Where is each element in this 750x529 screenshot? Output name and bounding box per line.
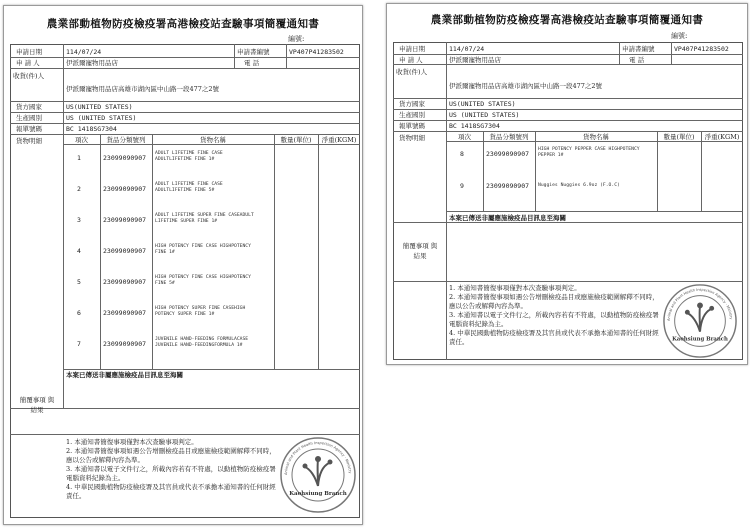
seal-ring-text: Animal and Plant Health Inspection Agency · Ministry bbox=[283, 440, 352, 476]
note-1: 1. 本通知書簡復事項僅對本次查驗事項判定。 bbox=[449, 284, 581, 292]
note-4: 4. 中華民國動植物防疫檢疫署及其官員或代表不承擔本通知書的任何財經責任。 bbox=[449, 329, 659, 346]
item-hs-code: 23099090907 bbox=[103, 278, 147, 286]
origin-country-value: US (UNITED STATES) bbox=[449, 111, 520, 119]
declaration-no-value: BC 1418SG7304 bbox=[449, 122, 500, 130]
col-goods-name: 貨物名稱 bbox=[583, 133, 609, 141]
seal-ring-text: Animal and Plant Health Inspection Agency · Ministry bbox=[666, 287, 734, 322]
notice-title: 農業部動植物防疫檢疫署高港檢疫站查驗事項簡覆通知書 bbox=[46, 18, 320, 30]
remarks-label: 簡覆事項 與結果 bbox=[19, 396, 55, 414]
consignee-label: 收貨(件)人 bbox=[13, 72, 45, 80]
item-name-line2: LIFETIME SUPER FINE 1# bbox=[155, 219, 218, 224]
item-name-line1: ADULT LIFETIME SUPER FINE CASEADULT bbox=[155, 213, 254, 218]
application-no-label: 申請書編號 bbox=[237, 48, 270, 56]
apply-date-value: 114/07/24 bbox=[449, 45, 485, 53]
item-no: 7 bbox=[77, 340, 81, 348]
item-no: 9 bbox=[460, 182, 464, 190]
item-no: 4 bbox=[77, 247, 81, 255]
application-no-value: VP407P41283502 bbox=[289, 48, 344, 56]
seal-caption: Kaohsiung Branch bbox=[672, 336, 728, 343]
export-country-value: US(UNITED STATES) bbox=[66, 103, 133, 111]
apply-date-value: 114/07/24 bbox=[66, 48, 102, 56]
note-2: 2. 本通知書簡復事項如遇公告增刪檢疫品目或應施檢疫範圍解釋不同時，應以公告或解釋內容為準。 bbox=[66, 447, 276, 464]
note-3: 3. 本通知書以電子文件行之，所載內容若有不符處，以動植物防疫檢疫署電腦資料紀錄為主。 bbox=[66, 465, 276, 482]
col-quantity: 數量(單位) bbox=[280, 136, 312, 144]
item-no: 8 bbox=[460, 150, 464, 158]
notice-page-1 bbox=[3, 5, 363, 525]
application-no-label: 申請書編號 bbox=[622, 45, 655, 53]
phone-label: 電 話 bbox=[629, 56, 645, 64]
item-name-line2: FINE 5# bbox=[155, 281, 175, 286]
remarks-label: 簡覆事項 與結果 bbox=[402, 242, 438, 260]
item-name-line1: ADULT LIFETIME FINE CASE bbox=[155, 151, 223, 156]
col-hs-code: 貨品分類號列 bbox=[489, 133, 529, 141]
result-text: 本案已傳送非屬應施檢疫品目訊息至海關 bbox=[449, 214, 566, 222]
item-no: 2 bbox=[77, 185, 81, 193]
item-name-line1: HIGH POTENCY FINE CASE HIGHPOTENCY bbox=[155, 244, 251, 249]
goods-detail-label: 貨物明細 bbox=[16, 137, 42, 145]
consignee-value: 伊派爾寵物用品店高雄市湖內區中山路一段477之2號 bbox=[449, 82, 603, 90]
consignee-value: 伊派爾寵物用品店高雄市湖內區中山路一段477之2號 bbox=[66, 85, 220, 93]
item-name-line2: FINE 1# bbox=[155, 250, 175, 255]
item-name-line2: ADULTLIFETIME FINE 5# bbox=[155, 188, 215, 193]
declaration-no-label: 報單號碼 bbox=[16, 125, 42, 133]
col-item-no: 項次 bbox=[458, 133, 471, 141]
item-no: 3 bbox=[77, 216, 81, 224]
item-hs-code: 23099090907 bbox=[486, 182, 530, 190]
item-hs-code: 23099090907 bbox=[103, 216, 147, 224]
item-name-line2: JUVENILE HAND-FEEDINGFORMULA 1# bbox=[155, 343, 243, 348]
item-name-line1: JUVENILE HAND-FEEDING FORMULACASE bbox=[155, 337, 249, 342]
item-hs-code: 23099090907 bbox=[103, 185, 147, 193]
item-name-line1: HIGH POTENCY PEPPER CASE HIGHPOTENCY bbox=[538, 147, 640, 152]
notice-title: 農業部動植物防疫檢疫署高港檢疫站查驗事項簡覆通知書 bbox=[430, 14, 704, 26]
result-text: 本案已傳送非屬應施檢疫品目訊息至海關 bbox=[66, 371, 183, 379]
col-quantity: 數量(單位) bbox=[663, 133, 695, 141]
item-no: 6 bbox=[77, 309, 81, 317]
export-country-label: 貨方國家 bbox=[399, 100, 425, 108]
consignee-label: 收貨(件)人 bbox=[396, 68, 428, 76]
apply-date-label: 申請日期 bbox=[399, 45, 425, 53]
declaration-no-label: 報單號碼 bbox=[399, 122, 425, 130]
item-name-line1: HIGH POTENCY FINE CASE HIGHPOTENCY bbox=[155, 275, 251, 280]
col-hs-code: 貨品分類號列 bbox=[106, 136, 146, 144]
goods-detail-label: 貨物明細 bbox=[399, 134, 425, 142]
export-country-value: US(UNITED STATES) bbox=[449, 100, 516, 108]
note-1: 1. 本通知書簡復事項僅對本次查驗事項判定。 bbox=[66, 438, 198, 446]
item-name-line2: PEPPER 1# bbox=[538, 153, 564, 158]
declaration-no-value: BC 1418SG7304 bbox=[66, 125, 117, 133]
note-4: 4. 中華民國動植物防疫檢疫署及其官員或代表不承擔本通知書的任何財經責任。 bbox=[66, 483, 276, 500]
svg-text:Animal and Plant Health Inspec bbox=[662, 283, 733, 321]
phone-label: 電 話 bbox=[244, 59, 260, 67]
col-item-no: 項次 bbox=[75, 136, 88, 144]
origin-country-label: 生產國別 bbox=[399, 111, 425, 119]
item-hs-code: 23099090907 bbox=[486, 150, 530, 158]
notice-page-2 bbox=[386, 3, 748, 365]
applicant-label: 申 請 人 bbox=[16, 59, 40, 67]
item-name-line2: ADULTLIFETIME FINE 1# bbox=[155, 157, 215, 162]
origin-country-value: US (UNITED STATES) bbox=[66, 114, 137, 122]
application-no-value: VP407P41283502 bbox=[674, 45, 729, 53]
item-name-line1: HIGH POTENCY SUPER FINE CASEHIGH bbox=[155, 306, 246, 311]
applicant-value: 伊派爾寵物用品店 bbox=[66, 59, 118, 67]
seal-caption: Kaohsiung Branch bbox=[289, 491, 347, 497]
applicant-value: 伊派爾寵物用品店 bbox=[449, 56, 501, 64]
item-hs-code: 23099090907 bbox=[103, 309, 147, 317]
col-net-weight: 淨重(KGM) bbox=[704, 133, 740, 141]
col-net-weight: 淨重(KGM) bbox=[321, 136, 357, 144]
item-name-line2: POTENCY SUPER FINE 1# bbox=[155, 312, 215, 317]
item-no: 1 bbox=[77, 154, 81, 162]
item-hs-code: 23099090907 bbox=[103, 154, 147, 162]
apply-date-label: 申請日期 bbox=[16, 48, 42, 56]
page-number-label: 編號: bbox=[671, 32, 688, 40]
note-3: 3. 本通知書以電子文件行之，所載內容若有不符處，以動植物防疫檢疫署電腦資料紀錄為主。 bbox=[449, 311, 659, 328]
svg-text:Animal and Plant Health Inspec bbox=[279, 436, 352, 475]
item-name-line1: Nuggies Nuggies 6.9oz (F.O.C) bbox=[538, 183, 620, 188]
applicant-label: 申 請 人 bbox=[399, 56, 423, 64]
page-number-label: 編號: bbox=[288, 35, 305, 43]
export-country-label: 貨方國家 bbox=[16, 103, 42, 111]
origin-country-label: 生產國別 bbox=[16, 114, 42, 122]
item-no: 5 bbox=[77, 278, 81, 286]
item-name-line1: ADULT LIFETIME FINE CASE bbox=[155, 182, 223, 187]
note-2: 2. 本通知書簡復事項如遇公告增刪檢疫品目或應施檢疫範圍解釋不同時，應以公告或解釋內容為準。 bbox=[449, 293, 659, 310]
kaohsiung-branch-seal bbox=[279, 436, 357, 514]
kaohsiung-branch-seal bbox=[662, 283, 738, 359]
col-goods-name: 貨物名稱 bbox=[200, 136, 226, 144]
item-hs-code: 23099090907 bbox=[103, 247, 147, 255]
item-hs-code: 23099090907 bbox=[103, 340, 147, 348]
